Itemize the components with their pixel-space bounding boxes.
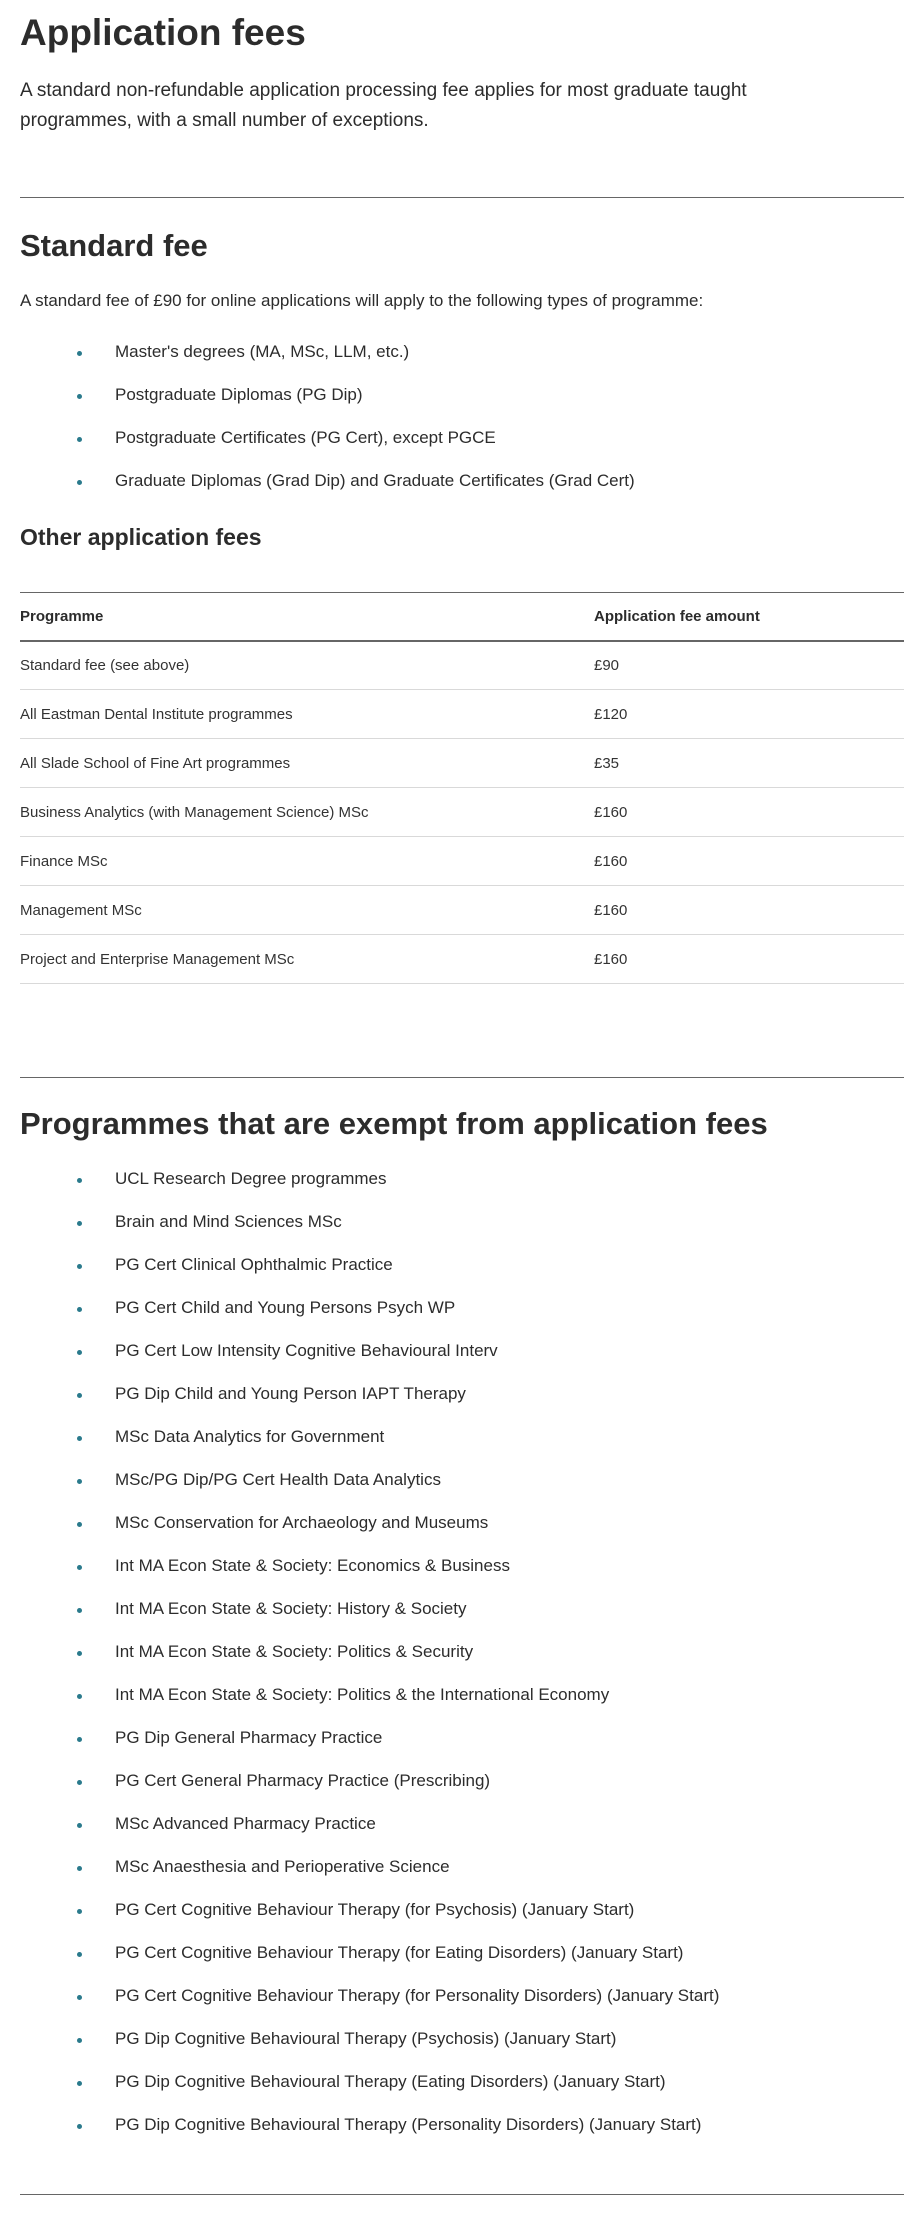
list-item-text: PG Cert Child and Young Persons Psych WP	[115, 1298, 456, 1317]
list-item	[20, 382, 904, 425]
section-divider	[20, 197, 904, 198]
list-item	[20, 2026, 904, 2069]
list-item	[20, 1381, 904, 1424]
list-item-text: PG Dip Cognitive Behavioural Therapy (Eating Disorders) (January Start)	[115, 2072, 666, 2091]
list-item-text: MSc Conservation for Archaeology and Museums	[115, 1513, 489, 1532]
list-item	[20, 1682, 904, 1725]
list-item-text: PG Cert Clinical Ophthalmic Practice	[115, 1255, 393, 1274]
fee-cell: £120	[594, 705, 628, 723]
standard-fee-list	[20, 339, 904, 511]
bullet-icon	[77, 1436, 82, 1441]
list-item-text: UCL Research Degree programmes	[115, 1169, 387, 1188]
list-item-text: PG Cert Low Intensity Cognitive Behavioural Interv	[115, 1341, 498, 1360]
list-item-text: PG Cert Cognitive Behaviour Therapy (for Eating Disorders) (January Start)	[115, 1943, 684, 1962]
list-item	[20, 1510, 904, 1553]
list-item-text: MSc Data Analytics for Government	[115, 1427, 385, 1446]
list-item-text: Postgraduate Diplomas (PG Dip)	[115, 385, 363, 404]
table-row	[20, 788, 904, 837]
list-item-text: Int MA Econ State & Society: Politics & the International Economy	[115, 1685, 610, 1704]
list-item	[20, 1467, 904, 1510]
table-row	[20, 690, 904, 739]
exempt-heading: Programmes that are exempt from application fees	[20, 1106, 768, 1141]
list-item	[20, 339, 904, 382]
programme-cell: Project and Enterprise Management MSc	[20, 950, 295, 968]
list-item	[20, 1725, 904, 1768]
fee-cell: £160	[594, 803, 628, 821]
bullet-icon	[77, 1479, 82, 1484]
list-item-text: Postgraduate Certificates (PG Cert), except PGCE	[115, 428, 496, 447]
bullet-icon	[77, 1393, 82, 1398]
bullet-icon	[77, 1866, 82, 1871]
programme-cell: Business Analytics (with Management Science) MSc	[20, 803, 369, 821]
standard-fee-text: A standard fee of £90 for online applications will apply to the following types of programme:	[20, 291, 704, 310]
list-item	[20, 1854, 904, 1897]
fee-cell: £160	[594, 852, 628, 870]
list-item	[20, 1897, 904, 1940]
list-item-text: PG Cert Cognitive Behaviour Therapy (for Personality Disorders) (January Start)	[115, 1986, 720, 2005]
list-item	[20, 2112, 904, 2155]
fee-cell: £160	[594, 950, 628, 968]
list-item-text: Int MA Econ State & Society: History & Society	[115, 1599, 467, 1618]
programme-cell: Finance MSc	[20, 852, 108, 870]
bullet-icon	[77, 1307, 82, 1312]
bullet-icon	[77, 1608, 82, 1613]
list-item-text: PG Cert General Pharmacy Practice (Prescribing)	[115, 1771, 491, 1790]
list-item-text: Graduate Diplomas (Grad Dip) and Graduate Certificates (Grad Cert)	[115, 471, 635, 490]
list-item	[20, 1338, 904, 1381]
list-item	[20, 1166, 904, 1209]
list-item	[20, 1295, 904, 1338]
list-item	[20, 1768, 904, 1811]
bullet-icon	[77, 1909, 82, 1914]
list-item-text: PG Dip General Pharmacy Practice	[115, 1728, 383, 1747]
programme-cell: All Eastman Dental Institute programmes	[20, 705, 293, 723]
list-item-text: PG Dip Cognitive Behavioural Therapy (Personality Disorders) (January Start)	[115, 2115, 702, 2134]
list-item-text: MSc/PG Dip/PG Cert Health Data Analytics	[115, 1470, 441, 1489]
list-item-text: PG Dip Child and Young Person IAPT Therapy	[115, 1384, 466, 1403]
exempt-list	[20, 1166, 904, 2155]
table-row	[20, 837, 904, 886]
bullet-icon	[77, 1995, 82, 2000]
list-item	[20, 1424, 904, 1467]
programme-cell: Standard fee (see above)	[20, 656, 190, 674]
bullet-icon	[77, 1565, 82, 1570]
bullet-icon	[77, 437, 82, 442]
intro-paragraph: A standard non-refundable application processing fee applies for most graduate taught programmes, with a small number of exceptions.	[20, 80, 747, 131]
bullet-icon	[77, 480, 82, 485]
table-row	[20, 935, 904, 984]
column-header-programme: Programme	[20, 607, 104, 625]
list-item	[20, 1639, 904, 1682]
list-item	[20, 1811, 904, 1854]
list-item	[20, 1596, 904, 1639]
other-fees-heading: Other application fees	[20, 524, 262, 550]
bullet-icon	[77, 2124, 82, 2129]
programme-cell: All Slade School of Fine Art programmes	[20, 754, 291, 772]
list-item-text: Master's degrees (MA, MSc, LLM, etc.)	[115, 342, 410, 361]
list-item-text: Int MA Econ State & Society: Politics & Security	[115, 1642, 474, 1661]
fee-cell: £35	[594, 754, 620, 772]
list-item	[20, 468, 904, 511]
bullet-icon	[77, 1694, 82, 1699]
list-item	[20, 1209, 904, 1252]
list-item-text: MSc Anaesthesia and Perioperative Science	[115, 1857, 450, 1876]
bullet-icon	[77, 1178, 82, 1183]
list-item	[20, 1252, 904, 1295]
section-divider	[20, 2194, 904, 2195]
fee-cell: £90	[594, 656, 620, 674]
list-item-text: Int MA Econ State & Society: Economics & Business	[115, 1556, 510, 1575]
bullet-icon	[77, 1522, 82, 1527]
list-item	[20, 1553, 904, 1596]
bullet-icon	[77, 1952, 82, 1957]
section-divider	[20, 1077, 904, 1078]
list-item-text: MSc Advanced Pharmacy Practice	[115, 1814, 376, 1833]
bullet-icon	[77, 2081, 82, 2086]
bullet-icon	[77, 1780, 82, 1785]
list-item	[20, 2069, 904, 2112]
list-item-text: Brain and Mind Sciences MSc	[115, 1212, 342, 1231]
bullet-icon	[77, 1264, 82, 1269]
standard-fee-heading: Standard fee	[20, 228, 208, 263]
column-header-fee: Application fee amount	[594, 607, 760, 625]
bullet-icon	[77, 1737, 82, 1742]
programme-cell: Management MSc	[20, 901, 142, 919]
bullet-icon	[77, 1651, 82, 1656]
fees-table	[20, 592, 904, 984]
list-item	[20, 425, 904, 468]
list-item	[20, 1983, 904, 2026]
fee-cell: £160	[594, 901, 628, 919]
bullet-icon	[77, 1221, 82, 1226]
bullet-icon	[77, 2038, 82, 2043]
list-item-text: PG Dip Cognitive Behavioural Therapy (Psychosis) (January Start)	[115, 2029, 617, 2048]
table-row	[20, 641, 904, 690]
list-item	[20, 1940, 904, 1983]
bullet-icon	[77, 394, 82, 399]
page-title: Application fees	[20, 12, 306, 53]
bullet-icon	[77, 351, 82, 356]
table-row	[20, 886, 904, 935]
table-header-row	[20, 593, 904, 641]
table-row	[20, 739, 904, 788]
list-item-text: PG Cert Cognitive Behaviour Therapy (for Psychosis) (January Start)	[115, 1900, 635, 1919]
bullet-icon	[77, 1823, 82, 1828]
bullet-icon	[77, 1350, 82, 1355]
